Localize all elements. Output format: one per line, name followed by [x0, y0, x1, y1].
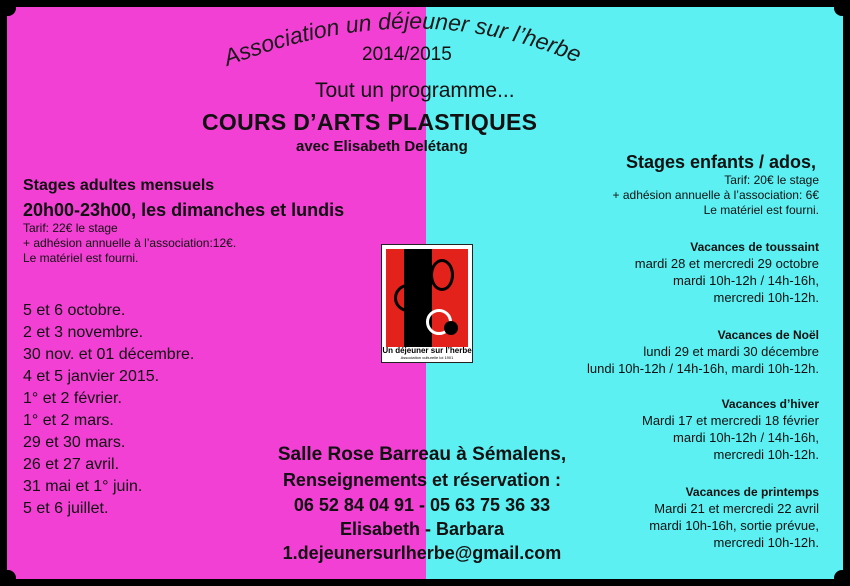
date-item: 1° et 2 mars.	[23, 412, 114, 429]
kids-tarif-line: Tarif: 20€ le stage	[724, 173, 819, 187]
programme-tagline: Tout un programme...	[315, 79, 515, 102]
session-printemps	[649, 485, 819, 551]
session-line: mercredi 10h-12h.	[713, 290, 819, 305]
session-title: Vacances de Noël	[717, 328, 819, 342]
date-item: 1° et 2 février.	[23, 390, 122, 407]
association-logo	[381, 244, 473, 363]
logo-artwork	[386, 249, 468, 347]
flyer	[7, 7, 843, 579]
info-label: Renseignements et réservation :	[282, 470, 562, 490]
session-line: mercredi 10h-12h.	[713, 535, 819, 550]
season-year: 2014/2015	[362, 44, 452, 65]
kids-tarif	[613, 173, 819, 218]
kids-tarif-line: + adhésion annuelle à l’association: 6€	[612, 188, 819, 202]
venue: Salle Rose Barreau à Sémalens,	[277, 444, 567, 465]
session-title: Vacances d’hiver	[721, 397, 819, 411]
session-line: mercredi 10h-12h.	[713, 447, 819, 462]
session-toussaint	[635, 240, 819, 306]
session-line: mardi 28 et mercredi 29 octobre	[634, 256, 819, 271]
date-item: 5 et 6 juillet.	[23, 500, 109, 517]
adult-dates-list	[23, 300, 194, 520]
adult-tarif-line: Tarif: 22€ le stage	[23, 221, 118, 235]
session-line: mardi 10h-16h, sortie prévue,	[649, 518, 819, 533]
session-noel	[587, 328, 819, 377]
corner-dot	[0, 0, 16, 16]
date-item: 4 et 5 janvier 2015.	[23, 368, 160, 385]
corner-dot	[834, 570, 850, 586]
session-line: Mardi 21 et mercredi 22 avril	[654, 501, 819, 516]
session-line: lundi 29 et mardi 30 décembre	[643, 344, 819, 359]
session-line: Mardi 17 et mercredi 18 février	[641, 413, 819, 428]
email-address: 1.dejeunersurlherbe@gmail.com	[282, 543, 562, 563]
date-item: 26 et 27 avril.	[23, 456, 120, 473]
date-item: 30 nov. et 01 décembre.	[23, 346, 195, 363]
corner-dot	[0, 570, 16, 586]
phone-numbers: 06 52 84 04 91 - 05 63 75 36 33	[293, 495, 551, 515]
adult-heading: Stages adultes mensuels	[23, 177, 215, 194]
date-item: 2 et 3 novembre.	[23, 324, 144, 341]
session-line: lundi 10h-12h / 14h-16h, mardi 10h-12h.	[587, 361, 819, 376]
date-item: 5 et 6 octobre.	[23, 302, 126, 319]
kids-tarif-line: Le matériel est fourni.	[703, 203, 819, 217]
teacher-line: avec Elisabeth Delétang	[296, 138, 468, 155]
session-line: mardi 10h-12h / 14h-16h,	[673, 273, 819, 288]
adult-tarif	[23, 221, 236, 266]
session-line: mardi 10h-12h / 14h-16h,	[673, 430, 819, 445]
logo-subtext: Association culturelle loi 1901	[400, 355, 454, 360]
contact-names: Elisabeth - Barbara	[339, 519, 505, 539]
session-title: Vacances de printemps	[685, 485, 819, 499]
adult-tarif-line: + adhésion annuelle à l’association:12€.	[23, 236, 237, 250]
session-title: Vacances de toussaint	[690, 240, 819, 254]
adult-schedule: 20h00-23h00, les dimanches et lundis	[23, 200, 345, 220]
svg-text:Association un déjeuner sur l’: Association un déjeuner sur l’herbe	[219, 7, 586, 71]
kids-heading: Stages enfants / ados,	[625, 152, 816, 172]
adult-tarif-line: Le matériel est fourni.	[23, 251, 139, 265]
logo-text: Un déjeuner sur l’herbe	[382, 346, 472, 355]
session-hiver	[642, 397, 819, 463]
date-item: 29 et 30 mars.	[23, 434, 126, 451]
page-title: COURS D’ARTS PLASTIQUES	[202, 109, 538, 135]
date-item: 31 mai et 1° juin.	[23, 478, 143, 495]
corner-dot	[834, 0, 850, 16]
